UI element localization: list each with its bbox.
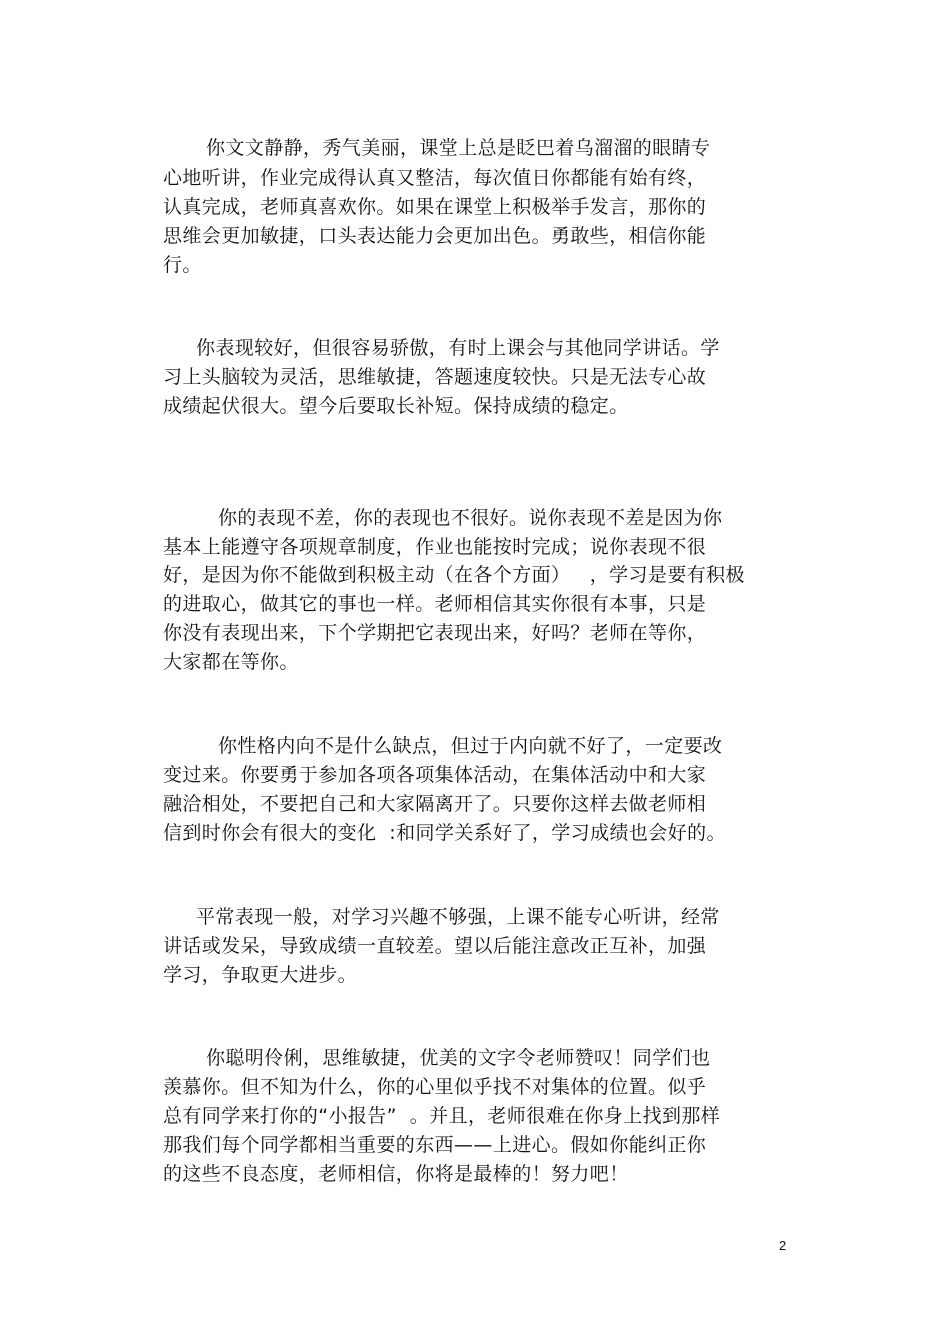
paragraph-4-line-2: 变过来。你要勇于参加各项各项集体活动，在集体活动中和大家	[163, 764, 707, 786]
paragraph-3-line-4: 的进取心，做其它的事也一样。老师相信其实你很有本事，只是	[163, 593, 707, 615]
paragraph-2-line-3: 成绩起伏很大。望今后要取长补短。保持成绩的稳定。	[163, 395, 629, 417]
paragraph-6-line-4: 那我们每个同学都相当重要的东西——上进心。假如你能纠正你	[163, 1134, 707, 1156]
paragraph-5-line-1: 平常表现一般，对学习兴趣不够强，上课不能专心听讲，经常	[196, 906, 720, 928]
paragraph-1-line-1: 你文文静静，秀气美丽，课堂上总是眨巴着乌溜溜的眼睛专	[206, 137, 711, 159]
paragraph-5-line-3: 学习，争取更大进步。	[163, 964, 358, 986]
paragraph-1-line-2: 心地听讲，作业完成得认真又整洁，每次值日你都能有始有终，	[163, 167, 707, 189]
paragraph-6-line-1: 你聪明伶俐，思维敏捷，优美的文字令老师赞叹！同学们也	[206, 1047, 711, 1069]
paragraph-1-line-5: 行。	[163, 254, 202, 276]
paragraph-4-line-1: 你性格内向不是什么缺点，但过于内向就不好了，一定要改	[218, 735, 723, 757]
paragraph-3-line-6: 大家都在等你。	[163, 651, 299, 673]
paragraph-3-line-5: 你没有表现出来，下个学期把它表现出来，好吗？老师在等你，	[163, 622, 707, 644]
paragraph-3-line-1: 你的表现不差，你的表现也不很好。说你表现不差是因为你	[218, 507, 723, 529]
paragraph-5-line-2: 讲话或发呆，导致成绩一直较差。望以后能注意改正互补，加强	[163, 935, 707, 957]
paragraph-1-line-4: 思维会更加敏捷，口头表达能力会更加出色。勇敢些，相信你能	[163, 225, 707, 247]
paragraph-6-line-5: 的这些不良态度，老师相信，你将是最棒的！努力吧！	[163, 1163, 629, 1185]
paragraph-6-line-3: 总有同学来打你的“小报告” 。并且，老师很难在你身上找到那样	[163, 1105, 721, 1127]
paragraph-6-line-2: 羡慕你。但不知为什么，你的心里似乎找不对集体的位置。似乎	[163, 1076, 707, 1098]
paragraph-4-line-4: 信到时你会有很大的变化 :和同学关系好了，学习成绩也会好的。	[163, 822, 726, 844]
paragraph-3-line-2: 基本上能遵守各项规章制度，作业也能按时完成；说你表现不很	[163, 536, 707, 558]
paragraph-1-line-3: 认真完成，老师真喜欢你。如果在课堂上积极举手发言，那你的	[163, 196, 707, 218]
page-number: 2	[779, 1238, 787, 1253]
paragraph-2-line-2: 习上头脑较为灵活，思维敏捷，答题速度较快。只是无法专心故	[163, 366, 707, 388]
paragraph-2-line-1: 你表现较好，但很容易骄傲，有时上课会与其他同学讲话。学	[196, 337, 720, 359]
paragraph-3-line-3: 好，是因为你不能做到积极主动（在各个方面） ，学习是要有积极	[163, 564, 745, 586]
paragraph-4-line-3: 融洽相处，不要把自己和大家隔离开了。只要你这样去做老师相	[163, 793, 707, 815]
